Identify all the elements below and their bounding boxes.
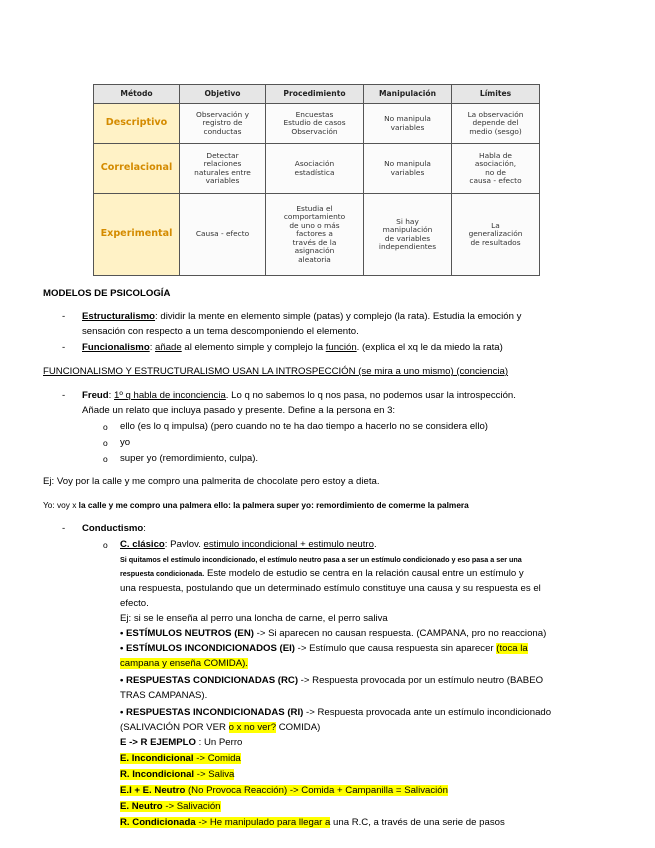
method-cell: Experimental [94,194,180,276]
objective-cell: Observación y registro de conductas [180,104,266,144]
conductismo-heading: Conductismo: [82,523,146,534]
header-objective: Objetivo [180,85,266,104]
limits-cell: Habla de asociación, no de causa - efecto [452,144,540,194]
header-manipulation: Manipulación [364,85,452,104]
estimulos-incondicionados: • ESTÍMULOS INCONDICIONADOS (EI) -> Estímulo que causa respuesta sin aparecer (toca la [120,643,528,654]
clasico-line: C. clásico: Pavlov. estimulo incondicional + estimulo neutro. [120,539,377,550]
section-title: MODELOS DE PSICOLOGÍA [43,288,171,299]
limits-cell: La observación depende del medio (sesgo) [452,104,540,144]
freud-line1: Freud: 1º q habla de inconciencia. Lo q no sabemos lo q nos pasa, no podemos usar la introspección. [82,390,516,401]
method-cell: Correlacional [94,144,180,194]
list-dash: - [62,390,66,401]
methods-table [93,84,540,276]
header-method: Método [94,85,180,104]
list-dash: - [62,311,66,322]
respuestas-condicionadas-cont: TRAS CAMPANAS). [120,690,208,701]
stimulus-line-4: E. Neutro -> Salivación [120,801,221,812]
model-line2: una respuesta, postulando que un determinado estímulo constituye una causa y su respuesta es el [120,583,541,594]
bullet: o [103,454,108,464]
table-row [94,144,540,194]
stimulus-line-2: R. Incondicional -> Saliva [120,769,235,780]
list-dash: - [62,342,66,353]
header-limits: Límites [452,85,540,104]
introspection-line: FUNCIONALISMO Y ESTRUCTURALISMO USAN LA INTROSPECCIÓN (se mira a uno mismo) (conciencia) [43,366,509,377]
freud-line2: Añade un relato que incluya pasado y presente. Define a la persona en 3: [82,405,396,416]
header-procedure: Procedimiento [266,85,364,104]
table-row [94,194,540,276]
example-line2: Yo: voy x la calle y me compro una palmera ello: la palmera super yo: remordimiento de comerme la palmera [43,500,469,510]
model-line3: efecto. [120,598,149,609]
table-row [94,104,540,144]
objective-cell: Detectar relaciones naturales entre variables [180,144,266,194]
respuestas-incondicionadas: • RESPUESTAS INCONDICIONADAS (RI) -> Respuesta provocada ante un estímulo incondicionado [120,707,552,718]
procedure-cell: Asociación estadística [266,144,364,194]
funcionalismo-line: Funcionalismo: añade al elemento simple y complejo la función. (explica el xq le da miedo la rata) [82,342,503,353]
stimulus-line-5: R. Condicionada -> He manipulado para llegar a una R.C, a través de una serie de pasos [120,817,505,828]
bullet: o [103,438,108,448]
example-line1: Ej: Voy por la calle y me compro una palmerita de chocolate pero estoy a dieta. [43,476,380,487]
small-note-line1: Si quitamos el estímulo incondicionado, el estímulo neutro pasa a ser un estímulo condicionado y eso pasa a ser una [120,555,522,564]
stimulus-line-1: E. Incondicional -> Comida [120,753,241,764]
method-cell: Descriptivo [94,104,180,144]
example-header: E -> R EJEMPLO : Un Perro [120,737,243,748]
freud-item-superyo: super yo (remordimiento, culpa). [120,453,259,464]
freud-item-ello: ello (es lo q impulsa) (pero cuando no te ha dao tiempo a hacerlo no se considera ello) [120,421,488,432]
estimulos-neutros: • ESTÍMULOS NEUTROS (EN) -> Si aparecen no causan respuesta. (CAMPANA, pro no reacciona) [120,628,547,639]
estructuralismo-line2: sensación con respecto a un tema descomponiendo el elemento. [82,326,359,337]
manipulation-cell: No manipula variables [364,144,452,194]
bullet: o [103,422,108,432]
stimulus-line-3: E.I + E. Neutro (No Provoca Reacción) -> Comida + Campanilla = Salivación [120,785,448,796]
procedure-cell: Encuestas Estudio de casos Observación [266,104,364,144]
manipulation-cell: Si hay manipulación de variables independientes [364,194,452,276]
respuestas-condicionadas: • RESPUESTAS CONDICIONADAS (RC) -> Respuesta provocada por un estímulo neutro (BABEO [120,675,544,686]
estructuralismo-line1: Estructuralismo: dividir la mente en elemento simple (patas) y complejo (la rata). Estudia la emoción y [82,311,522,322]
model-line1: respuesta condicionada. Este modelo de estudio se centra en la relación causal entre un estímulo y [120,568,524,579]
limits-cell: La generalización de resultados [452,194,540,276]
table-header-row [94,85,540,104]
estimulos-incondicionados-cont: campana y enseña COMIDA). [120,658,248,669]
bullet: o [103,540,108,550]
manipulation-cell: No manipula variables [364,104,452,144]
procedure-cell: Estudia el comportamiento de uno o más factores a través de la asignación aleatoria [266,194,364,276]
respuestas-incondicionadas-cont: (SALIVACIÓN POR VER o x no ver? COMIDA) [120,722,321,733]
dog-example: Ej: si se le enseña al perro una loncha de carne, el perro saliva [120,613,388,624]
list-dash: - [62,523,66,534]
objective-cell: Causa - efecto [180,194,266,276]
freud-item-yo: yo [120,437,131,448]
